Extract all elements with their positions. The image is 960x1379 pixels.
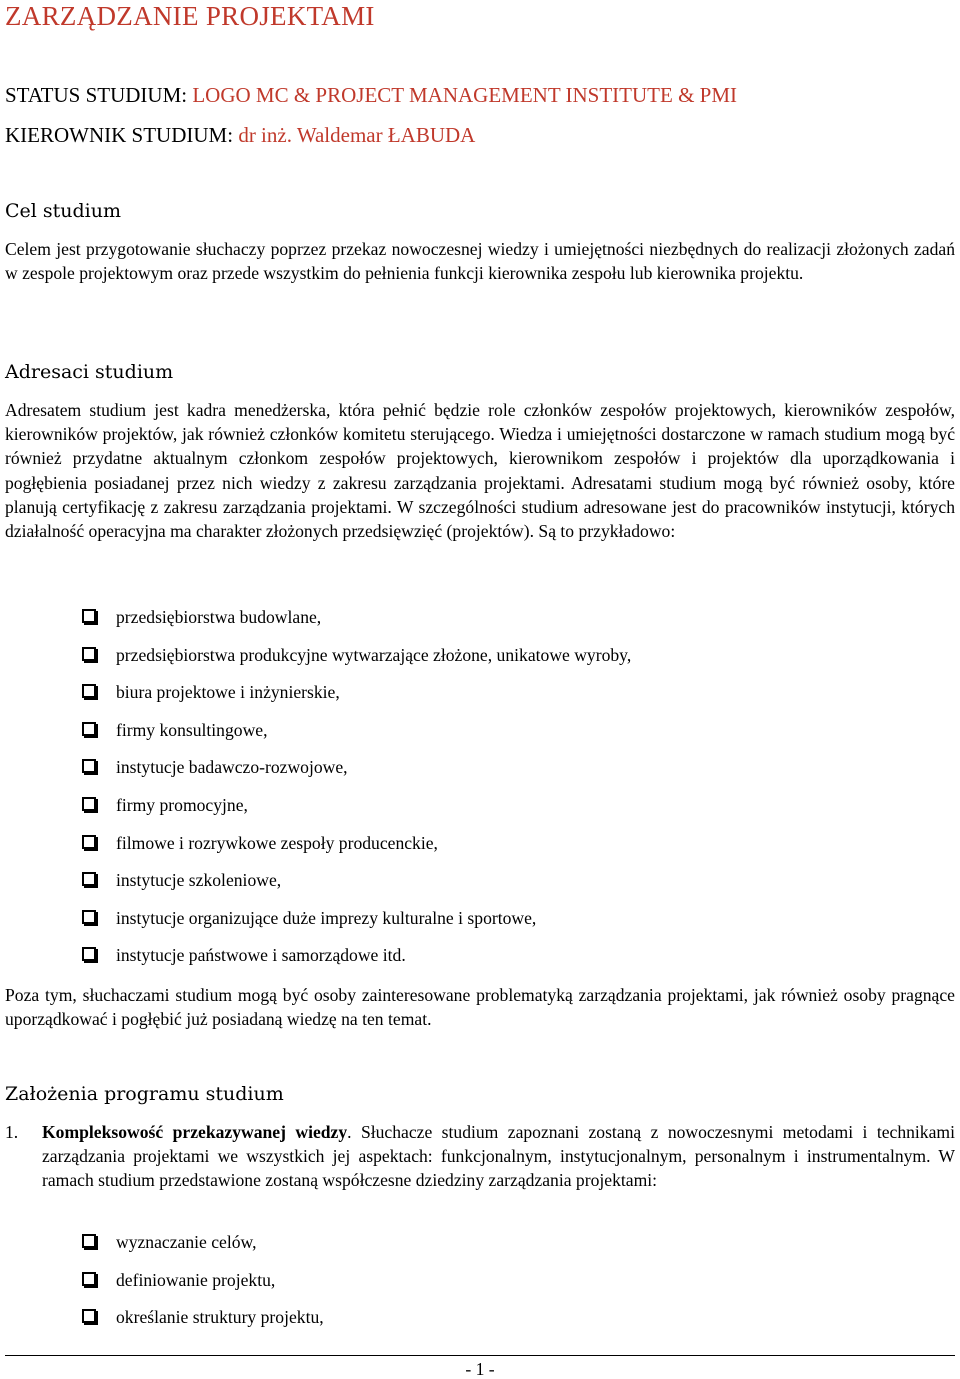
list-item-text: wyznaczanie celów, [116,1232,257,1252]
checkbox-bullet-icon [82,684,96,698]
list-item [82,718,631,756]
list-item [82,643,631,681]
zalozenia-bullet-list [82,1230,324,1343]
list-item-text: instytucje państwowe i samorządowe itd. [116,945,406,966]
numbered-point-1 [5,1120,955,1193]
status-line [5,82,737,108]
footer-divider [5,1355,955,1356]
list-item-text: firmy konsultingowe, [116,719,268,740]
list-item [82,1268,324,1306]
section-heading-zalozenia: Założenia programu studium [5,1083,284,1105]
point-text: . Słuchacze studium zapoznani zostaną z nowoczesnymi metodami i technikami zarządzania projektami we wszystkich jej aspektach: funkcjonalnym, instytucjonalnym, personalnym i instrumentalnym. W ramach studium przedstawione zostaną współczesne dziedziny zarządzania projektami: [42,1122,955,1191]
section-text-adresaci: Adresatem studium jest kadra menedżerska, która pełnić będzie role członków zespołów projektowych, kierowników zespołów, kierowników projektów, jak również członków komitetu sterującego. Wiedza i umiejętności dostarczone w ramach studium mogą być również przydatne aktualnym członkom zespołów projektowych, kierownikom zespołów i projektów dla uporządkowania i pogłębienia posiadanej przez nich wiedzy z zakresu zarządzania projektami. Adresatami studium mogą być również osoby, które planują certyfikację z zakresu zarządzania projektami. W szczególności studium adresowane jest do pracowników instytucji, których działalność operacyjna ma charakter złożonych przedsięwzięć (projektów). Są to przykładowo: [5,400,955,542]
list-item [82,605,631,643]
list-item [82,868,631,906]
point-body [42,1120,955,1193]
checkbox-bullet-icon [82,947,96,961]
checkbox-bullet-icon [82,647,96,661]
list-item [82,943,631,981]
list-item-text: filmowe i rozrywkowe zespoły producenckie, [116,832,438,853]
section-closing-adresaci: Poza tym, słuchaczami studium mogą być osoby zainteresowane problematyką zarządzania projektami, jak również osoby pragnące uporządkować i pogłębić już posiadaną wiedzę na ten temat. [5,985,955,1030]
list-item [82,793,631,831]
status-value: LOGO MC & PROJECT MANAGEMENT INSTITUTE & PMI [192,83,738,107]
checkbox-bullet-icon [82,1309,96,1323]
checkbox-bullet-icon [82,835,96,849]
point-bold-title: Kompleksowość przekazywanej wiedzy [42,1122,348,1142]
section-heading-adresaci: Adresaci studium [5,361,174,383]
adresaci-bullet-list [82,605,631,981]
list-item-text: przedsiębiorstwa budowlane, [116,607,322,627]
section-heading-cel: Cel studium [5,200,122,222]
list-item-text: przedsiębiorstwa produkcyjne wytwarzające złożone, unikatowe wyroby, [116,644,632,665]
list-item-text: instytucje organizujące duże imprezy kulturalne i sportowe, [116,907,537,928]
director-value: dr inż. Waldemar ŁABUDA [238,123,476,147]
checkbox-bullet-icon [82,797,96,811]
list-item [82,831,631,869]
list-item-text: instytucje badawczo-rozwojowe, [116,757,348,778]
checkbox-bullet-icon [82,910,96,924]
list-item-text: firmy promocyjne, [116,794,248,815]
list-item [82,906,631,944]
director-label: KIEROWNIK STUDIUM: [5,123,239,147]
list-item [82,680,631,718]
list-item [82,755,631,793]
list-item-text: określanie struktury projektu, [116,1307,324,1328]
checkbox-bullet-icon [82,1272,96,1286]
section-text-cel: Celem jest przygotowanie słuchaczy poprzez przekaz nowoczesnej wiedzy i umiejętności niezbędnych do realizacji złożonych zadań w zespole projektowym oraz przede wszystkim do pełnienia funkcji kierownika zespołu lub kierownika projektu. [5,239,955,284]
checkbox-bullet-icon [82,759,96,773]
list-item [82,1230,324,1268]
director-line [5,122,475,148]
checkbox-bullet-icon [82,872,96,886]
list-item-text: biura projektowe i inżynierskie, [116,682,340,703]
page-number: - 1 - [465,1359,495,1379]
checkbox-bullet-icon [82,722,96,736]
list-item [82,1305,324,1343]
status-label: STATUS STUDIUM: [5,83,193,107]
checkbox-bullet-icon [82,609,96,623]
document-title: ZARZĄDZANIE PROJEKTAMI [5,1,375,31]
point-number: 1. [5,1122,19,1142]
list-item-text: definiowanie projektu, [116,1269,276,1290]
list-item-text: instytucje szkoleniowe, [116,870,282,891]
checkbox-bullet-icon [82,1234,96,1248]
